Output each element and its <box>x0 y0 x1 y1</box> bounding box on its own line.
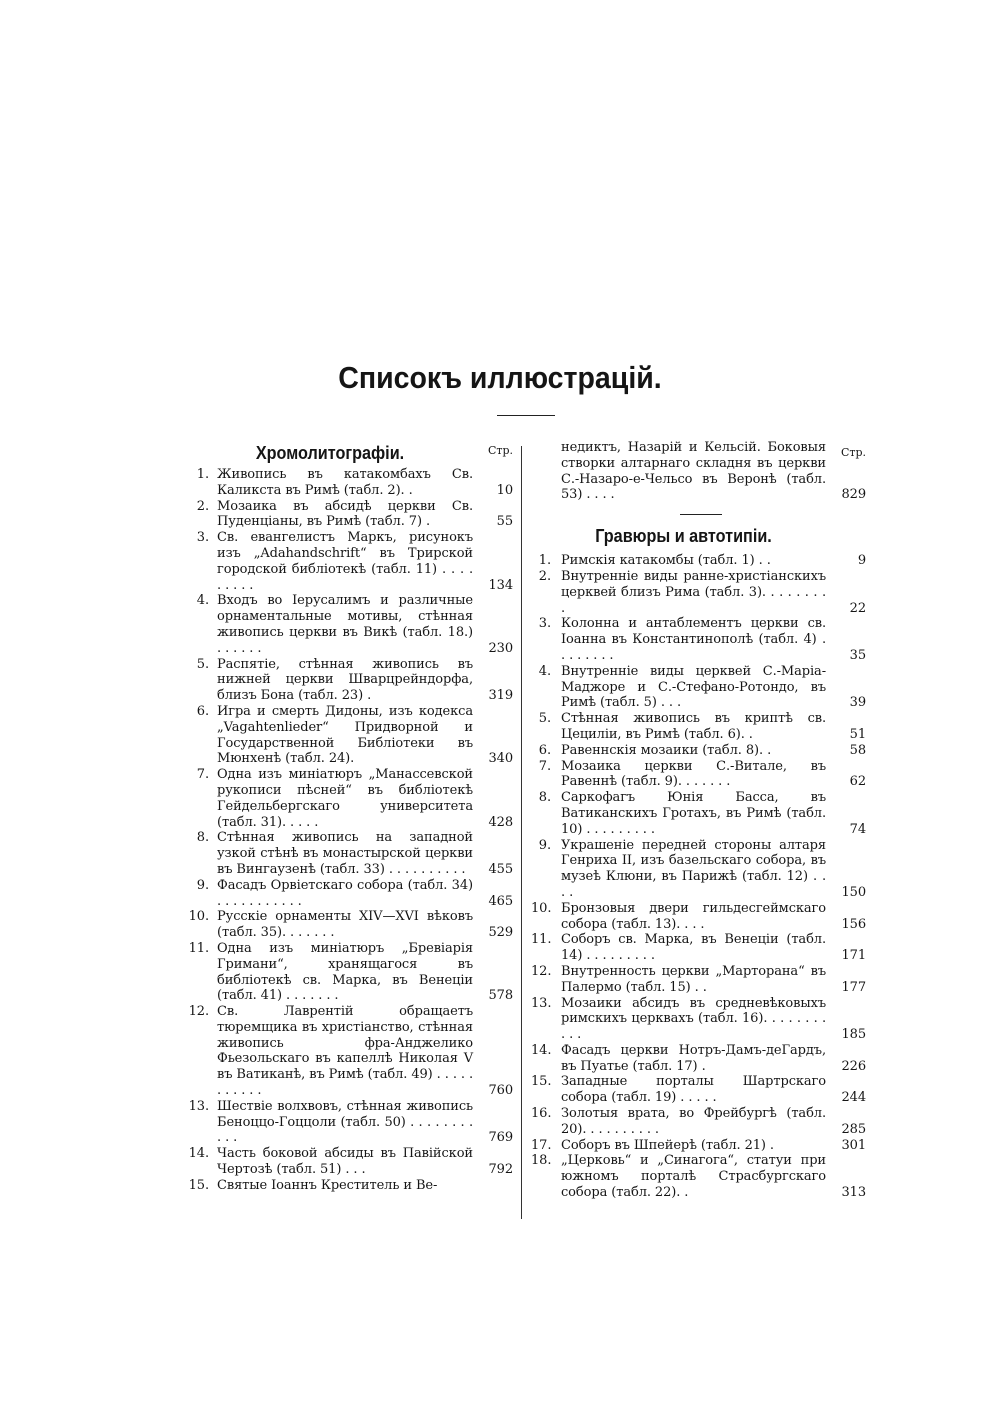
item-page: 150 <box>841 884 866 900</box>
item-page: 177 <box>841 979 866 995</box>
item-page: 156 <box>841 916 866 932</box>
item-number: 8. <box>196 830 209 846</box>
section-title: Гравюры и автотипіи. <box>595 526 772 547</box>
item-number: 6. <box>196 703 209 719</box>
section-title: Хромолитографіи. <box>255 443 405 463</box>
item-page: 340 <box>488 751 513 767</box>
item-number: 12. <box>188 1004 209 1020</box>
item-number: 14. <box>188 1146 209 1162</box>
item-text: Фасадъ Орвіетскаго собора (табл. 34) . . . . . . . . . . . <box>217 877 473 909</box>
list-item <box>531 1138 866 1154</box>
item-number: 7. <box>196 767 209 783</box>
item-number: 15. <box>188 1177 209 1193</box>
item-number: 6. <box>538 742 551 758</box>
column-divider <box>521 446 522 1219</box>
item-number: 3. <box>538 616 551 632</box>
list-item <box>183 530 513 593</box>
item-page: 792 <box>488 1162 513 1178</box>
item-number: 1. <box>196 467 209 482</box>
item-page: 58 <box>849 742 866 758</box>
list-item <box>531 664 866 711</box>
list-item <box>183 1178 513 1194</box>
item-text: Внутренніе виды церквей С.-Маріа-Маджоре и С.-Стефано-Ротондо, въ Римѣ (табл. 5) . . . <box>561 663 826 711</box>
item-number: 11. <box>188 940 209 956</box>
item-number: 17. <box>531 1137 552 1153</box>
item-text: Украшеніе передней стороны алтаря Генриха II, изъ базельскаго собора, въ музеѣ Клюни, въ Парижѣ (табл. 12) . . . . <box>561 837 826 900</box>
item-page: 301 <box>841 1137 866 1153</box>
item-number: 9. <box>196 877 209 893</box>
item-text: Золотыя врата, во Фрейбургѣ (табл. 20). . . . . . . . . . <box>561 1106 826 1137</box>
item-number: 12. <box>531 963 552 979</box>
item-page: 39 <box>849 695 866 711</box>
chromolithograph-list <box>183 467 513 1194</box>
list-item <box>531 996 866 1043</box>
item-number: 4. <box>196 593 209 609</box>
item-text: Одна изъ миніатюръ „Бревіарія Гримани“, хранящагося въ библіотекѣ св. Марка, въ Венеціи (табл. 41) . . . . . . . <box>217 940 473 1004</box>
item-number: 8. <box>538 790 551 806</box>
list-item <box>183 1146 513 1178</box>
item-text: Равеннскія мозаики (табл. 8). . <box>561 742 772 758</box>
item-number: 10. <box>188 909 209 925</box>
item-number: 13. <box>531 995 552 1011</box>
list-item <box>183 1099 513 1146</box>
list-item <box>183 830 513 877</box>
item-text: Внутренность церкви „Марторана“ въ Палермо (табл. 15) . . <box>561 963 826 995</box>
item-page: 185 <box>841 1027 866 1043</box>
list-item <box>531 901 866 933</box>
list-item <box>183 704 513 767</box>
item-page: 226 <box>841 1058 866 1074</box>
list-item <box>531 838 866 901</box>
item-text: Шествіе волхвовъ, стѣнная живопись Беноццо-Гоццоли (табл. 50) . . . . . . . . . . . <box>217 1098 473 1146</box>
list-item <box>531 711 866 743</box>
page-column-label: Стр. <box>487 444 513 457</box>
item-number: 7. <box>538 758 551 774</box>
item-number: 10. <box>531 900 552 916</box>
item-number: 16. <box>531 1106 552 1122</box>
item-page: 74 <box>849 821 866 837</box>
item-page: 760 <box>488 1083 513 1099</box>
item-text: Римскія катакомбы (табл. 1) . . <box>561 553 771 569</box>
list-item <box>531 1074 866 1106</box>
list-item <box>531 743 866 759</box>
list-item <box>183 499 513 531</box>
item-page: 313 <box>841 1185 866 1201</box>
item-text: Саркофагъ Юнія Басса, въ Ватиканскихъ Гротахъ, въ Римѣ (табл. 10) . . . . . . . . . <box>561 790 826 837</box>
list-item <box>531 569 866 616</box>
item-number: 5. <box>538 711 551 727</box>
page-column-label: Стр. <box>840 446 866 459</box>
item-number: 2. <box>538 568 551 584</box>
list-item <box>183 878 513 910</box>
item-page: 171 <box>841 948 866 964</box>
list-item <box>183 593 513 656</box>
item-text: Колонна и антаблементъ церкви св. Іоанна въ Константинополѣ (табл. 4) . . . . . . . . <box>561 616 826 663</box>
item-page: 578 <box>488 988 513 1004</box>
item-text: Мозаики абсидъ въ средневѣковыхъ римскихъ церквахъ (табл. 16). . . . . . . . . . . <box>561 995 826 1043</box>
item-text: „Церковь“ и „Синагога“, статуи при южномъ порталѣ Страсбургскаго собора (табл. 22). . <box>561 1153 826 1201</box>
item-page: 134 <box>488 577 513 593</box>
title-divider <box>497 415 555 416</box>
item-page: 35 <box>849 647 866 663</box>
item-number: 5. <box>196 656 209 672</box>
item-text: Западные порталы Шартрскаго собора (табл. 19) . . . . . <box>561 1074 826 1106</box>
item-page: 285 <box>841 1121 866 1137</box>
list-item <box>183 941 513 1004</box>
item-number: 14. <box>531 1042 552 1058</box>
item-page: 455 <box>488 861 513 877</box>
item-page: 769 <box>488 1130 513 1146</box>
item-number: 4. <box>538 663 551 679</box>
item-page: 10 <box>496 482 513 498</box>
item-text: Игра и смерть Дидоны, изъ кодекса „Vagahtenlieder“ Придворной и Государственной Библіотеки въ Мюнхенѣ (табл. 24). <box>217 703 473 767</box>
list-item <box>531 964 866 996</box>
list-item <box>531 1043 866 1075</box>
list-item <box>531 759 866 791</box>
list-item <box>183 467 513 499</box>
list-item <box>531 616 866 663</box>
item-page: 62 <box>849 774 866 790</box>
item-number: 18. <box>531 1153 552 1169</box>
list-item <box>531 932 866 964</box>
item-text: Мозаика въ абсидѣ церкви Св. Пуденціаны, въ Римѣ (табл. 7) . <box>217 498 473 530</box>
item-text: Внутренніе виды ранне-христіанскихъ церквей близъ Рима (табл. 3). . . . . . . . . <box>561 568 826 616</box>
list-item <box>183 767 513 830</box>
item-text: Часть боковой абсиды въ Павійской Чертозѣ (табл. 51) . . . <box>217 1146 473 1178</box>
item-text: Бронзовыя двери гильдесгеймскаго собора (табл. 13). . . . <box>561 900 826 932</box>
item-text: Св. Лаврентій обращаетъ тюремщика въ христіанство, стѣнная живопись фра-Анджелико Фьезольскаго въ капеллѣ Николая V въ Ватиканѣ, въ Римѣ (табл. 49) . . . . . . . . . . . <box>217 1004 473 1099</box>
item-text: Фасадъ церкви Нотръ-Дамъ-деГардъ, въ Пуатье (табл. 17) . <box>561 1042 826 1074</box>
item-text: Входъ во Іерусалимъ и различные орнаментальные мотивы, стѣнная живопись церкви въ Викѣ (табл. 18.) . . . . . . <box>217 593 473 656</box>
list-item <box>183 657 513 704</box>
left-column <box>183 440 513 1194</box>
item-page: 428 <box>488 814 513 830</box>
item-text: Святые Іоаннъ Креститель и Ве- <box>217 1177 438 1193</box>
item-text: Стѣнная живопись въ криптѣ св. Цециліи, въ Римѣ (табл. 6). . <box>561 711 826 742</box>
list-item <box>531 790 866 837</box>
item-number: 3. <box>196 530 209 546</box>
item-page: 244 <box>841 1090 866 1106</box>
item-number: 1. <box>538 553 551 569</box>
item-text: Распятіе, стѣнная живопись въ нижней церкви Шварцрейндорфа, близъ Бона (табл. 23) . <box>217 656 473 704</box>
list-item-continuation <box>531 440 866 503</box>
item-page: 55 <box>496 514 513 530</box>
item-number: 15. <box>531 1074 552 1090</box>
item-text: Соборъ св. Марка, въ Венеціи (табл. 14) . . . . . . . . . <box>561 932 826 964</box>
item-text: Стѣнная живопись на западной узкой стѣнѣ въ монастырской церкви въ Вингаузенѣ (табл. 33) . . . . . . . . . . <box>217 830 473 877</box>
item-page: 529 <box>488 925 513 941</box>
section-divider <box>680 514 722 515</box>
item-text: Св. евангелистъ Маркъ, рисунокъ изъ „Adahandschrift“ въ Трирской городской библіотекѣ (табл. 11) . . . . . . . . . <box>217 530 473 593</box>
item-text: Соборъ въ Шпейерѣ (табл. 21) . <box>561 1137 774 1153</box>
item-page: 319 <box>488 688 513 704</box>
engraving-list <box>531 553 866 1201</box>
item-page: 829 <box>841 487 866 503</box>
item-number: 13. <box>188 1098 209 1114</box>
section-header-chromolithographs <box>198 440 463 467</box>
item-page: 22 <box>849 600 866 616</box>
page-title: Списокъ иллюстрацій. <box>338 360 662 395</box>
item-page: 465 <box>488 893 513 909</box>
item-number: 2. <box>196 498 209 514</box>
item-number: 9. <box>538 837 551 853</box>
item-number: 11. <box>531 932 552 948</box>
list-item <box>531 1153 866 1200</box>
list-item <box>531 1106 866 1138</box>
item-text: Русскіе орнаменты XIV—XVI вѣковъ (табл. 35). . . . . . . <box>217 909 473 941</box>
list-item <box>183 909 513 941</box>
item-page: 51 <box>849 726 866 742</box>
item-text: недиктъ, Назарій и Кельсій. Боковыя створки алтарнаго складня въ церкви С.-Назаро-е-Чельсо въ Веронѣ (табл. 53) . . . . <box>561 440 826 503</box>
section-header-engravings <box>546 519 821 553</box>
right-column <box>531 440 866 1201</box>
list-item <box>531 553 866 569</box>
item-text: Мозаика церкви С.-Витале, въ Равеннѣ (табл. 9). . . . . . . <box>561 758 826 790</box>
list-item <box>183 1004 513 1099</box>
item-text: Живопись въ катакомбахъ Св. Каликста въ Римѣ (табл. 2). . <box>217 467 473 498</box>
item-page: 9 <box>857 553 866 569</box>
item-page: 230 <box>488 640 513 656</box>
item-text: Одна изъ миніатюръ „Манассевской рукописи пѣсней“ въ библіотекѣ Гейдельбергскаго университета (табл. 31). . . . . <box>217 767 473 830</box>
